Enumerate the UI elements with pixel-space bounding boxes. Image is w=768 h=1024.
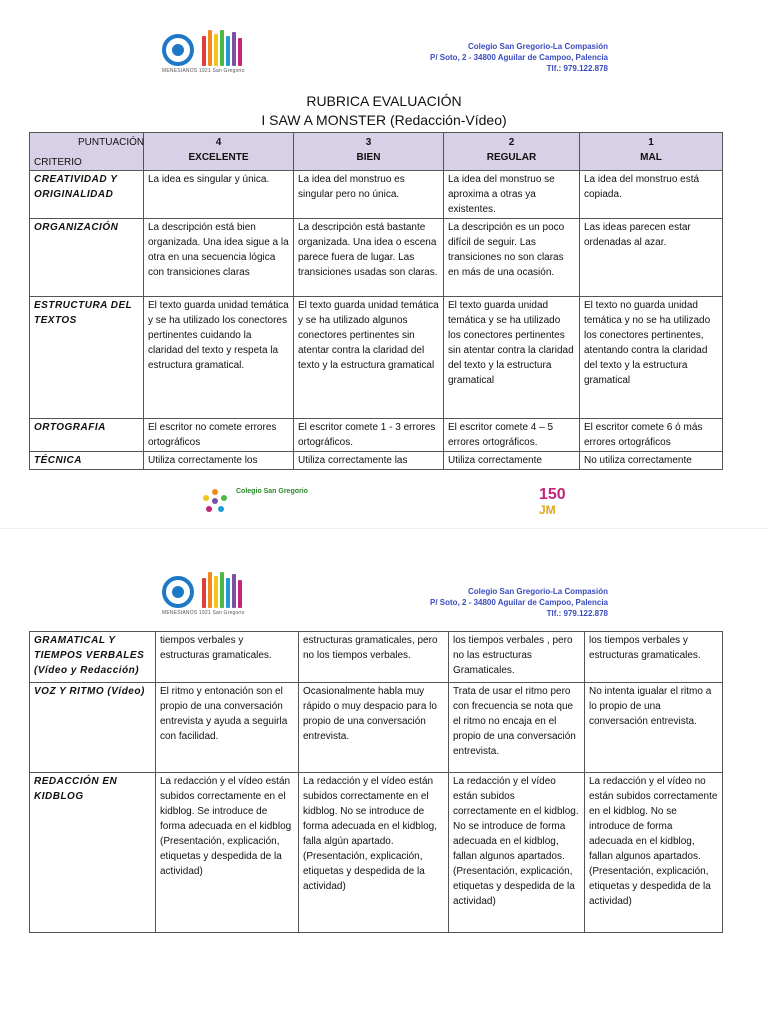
rubric-cell: Trata de usar el ritmo pero con frecuencia se nota que el ritmo no encaja en el propio de una conversación entrevista. [449,683,585,773]
footer-logo-san-gregorio [200,486,312,518]
school-logo [162,30,254,78]
school-phone: Tlf.: 979.122.878 [546,609,608,618]
school-address: P/ Soto, 2 - 34800 Aguilar de Campoo, Palencia [430,53,608,62]
logo-bars-icon [202,572,254,608]
rubric-cell: La idea del monstruo se aproxima a otras ya existentes. [444,171,580,219]
document-subtitle: I SAW A MONSTER (Redacción-Vídeo) [261,112,507,128]
rubric-cell: La redacción y el vídeo están subidos correctamente en el kidblog. Se introduce de forma adecuada en el kidblog (Presentación, explicación, etiquetas y despedida de la actividad) [156,773,299,933]
criterio-label: CRITERIO [34,157,82,168]
criterion-cell: ESTRUCTURA DEL TEXTOS [30,297,144,419]
rubric-table-page-2 [29,631,723,933]
table-row [30,171,723,219]
criterion-cell: CREATIVIDAD Y ORIGINALIDAD [30,171,144,219]
rubric-cell: los tiempos verbales y estructuras gramaticales. [585,632,723,683]
rubric-header-row [30,133,723,171]
footer-logo-name: Colegio San Gregorio [236,488,308,495]
document-title: RUBRICA EVALUACIÓN [306,93,462,109]
school-info [308,41,608,74]
table-row [30,452,723,470]
anniversary-number: 150 [539,486,566,503]
header-corner-cell [30,133,144,171]
rubric-cell: La redacción y el vídeo están subidos correctamente en el kidblog. No se introduce de forma adecuada en el kidblog, fallan algunos apartados.(Presentación, explicación, etiquetas y despedida de la actividad) [449,773,585,933]
rubric-cell: La descripción es un poco difícil de seguir. Las transiciones no son claras en más de una ocasión. [444,219,580,297]
level-label: MAL [640,152,662,163]
rubric-cell: Utiliza correctamente [444,452,580,470]
school-name: Colegio San Gregorio-La Compasión [467,587,608,596]
table-row [30,297,723,419]
page-separator [0,528,768,548]
level-score: 2 [508,137,515,148]
rubric-cell: La redacción y el vídeo no están subidos correctamente en el kidblog. No se introduce de forma adecuada en el kidblog, fallan algunos apartados. (Presentación, explicación, etiquetas y despedida de la actividad) [585,773,723,933]
rubric-cell: La idea del monstruo es singular pero no única. [294,171,444,219]
level-score: 3 [365,137,372,148]
document-page-2 [0,548,768,1024]
school-phone: Tlf.: 979.122.878 [546,64,608,73]
rubric-cell: El texto guarda unidad temática y se ha utilizado los conectores pertinentes sin atentar contra la claridad del texto y la estructura gramatical [444,297,580,419]
rubric-cell: No intenta igualar el ritmo a lo propio de una conversación entrevista. [585,683,723,773]
level-score: 4 [215,137,222,148]
school-logo [162,572,254,620]
logo-caption: MENESIANOS 1921 San Gregorio [162,68,245,74]
criterion-cell: GRAMATICAL Y TIEMPOS VERBALES (Vídeo y Redacción) [30,632,156,683]
table-row [30,419,723,452]
level-label: BIEN [356,152,381,163]
table-row [30,632,723,683]
criterion-cell: VOZ Y RITMO (Vídeo) [30,683,156,773]
footer-logo-150 [535,486,575,522]
rubric-cell: El escritor comete 1 - 3 errores ortográficos. [294,419,444,452]
rubric-cell: estructuras gramaticales, pero no los tiempos verbales. [299,632,449,683]
level-header-2 [444,133,580,171]
rubric-table-page-1 [29,132,723,470]
rubric-cell: La idea es singular y única. [144,171,294,219]
level-header-1 [580,133,723,171]
rubric-cell: La descripción está bastante organizada. Una idea o escena parece fuera de lugar. Las transiciones usadas son claras. [294,219,444,297]
rubric-cell: El escritor comete 6 ó más errores ortográficos [580,419,723,452]
anniversary-letters: JM [539,503,556,517]
rubric-cell: El texto guarda unidad temática y se ha utilizado algunos conectores pertinentes sin atentar contra la claridad del texto y la estructura gramatical [294,297,444,419]
puntuacion-label: PUNTUACIÓN [78,137,145,148]
rubric-cell: El texto guarda unidad temática y se ha utilizado los conectores pertinentes cuidando la claridad del texto y respeta la estructura gramatical. [144,297,294,419]
rubric-cell: No utiliza correctamente [580,452,723,470]
criterion-cell: ORGANIZACIÓN [30,219,144,297]
table-row [30,683,723,773]
rubric-cell: Ocasionalmente habla muy rápido o muy despacio para lo propio de una conversación entrevista. [299,683,449,773]
rubric-cell: Utiliza correctamente los [144,452,294,470]
logo-circle-icon [162,576,194,608]
level-label: EXCELENTE [188,152,249,163]
rubric-cell: los tiempos verbales , pero no las estructuras Gramaticales. [449,632,585,683]
rubric-cell: La idea del monstruo está copiada. [580,171,723,219]
rubric-cell: Las ideas parecen estar ordenadas al azar. [580,219,723,297]
school-info [308,586,608,619]
logo-caption: MENESIANOS 1921 San Gregorio [162,610,245,616]
level-header-3 [294,133,444,171]
rubric-cell: El texto no guarda unidad temática y no se ha utilizado los conectores pertinentes, atentando contra la claridad del texto y la estructura gramatical [580,297,723,419]
criterion-cell: REDACCIÓN EN KIDBLOG [30,773,156,933]
table-row [30,773,723,933]
level-score: 1 [648,137,654,148]
people-burst-icon [200,486,230,516]
school-address: P/ Soto, 2 - 34800 Aguilar de Campoo, Palencia [430,598,608,607]
criterion-cell: TÉCNICA [30,452,144,470]
logo-bars-icon [202,30,254,66]
criterion-cell: ORTOGRAFIA [30,419,144,452]
logo-circle-icon [162,34,194,66]
rubric-cell: El escritor comete 4 – 5 errores ortográficos. [444,419,580,452]
level-header-4 [144,133,294,171]
rubric-cell: El ritmo y entonación son el propio de una conversación entrevista y ayuda a seguirla con facilidad. [156,683,299,773]
level-label: REGULAR [486,152,537,163]
rubric-cell: tiempos verbales y estructuras gramaticales. [156,632,299,683]
rubric-cell: La descripción está bien organizada. Una idea sigue a la otra en una secuencia lógica con transiciones claras [144,219,294,297]
rubric-cell: La redacción y el vídeo están subidos correctamente en el kidblog. No se introduce de forma adecuada en el kidblog, falla algún apartado. (Presentación, explicación, etiquetas y despedida de la actividad) [299,773,449,933]
school-name: Colegio San Gregorio-La Compasión [467,42,608,51]
table-row [30,219,723,297]
rubric-cell: Utiliza correctamente las [294,452,444,470]
rubric-cell: El escritor no comete errores ortográficos [144,419,294,452]
